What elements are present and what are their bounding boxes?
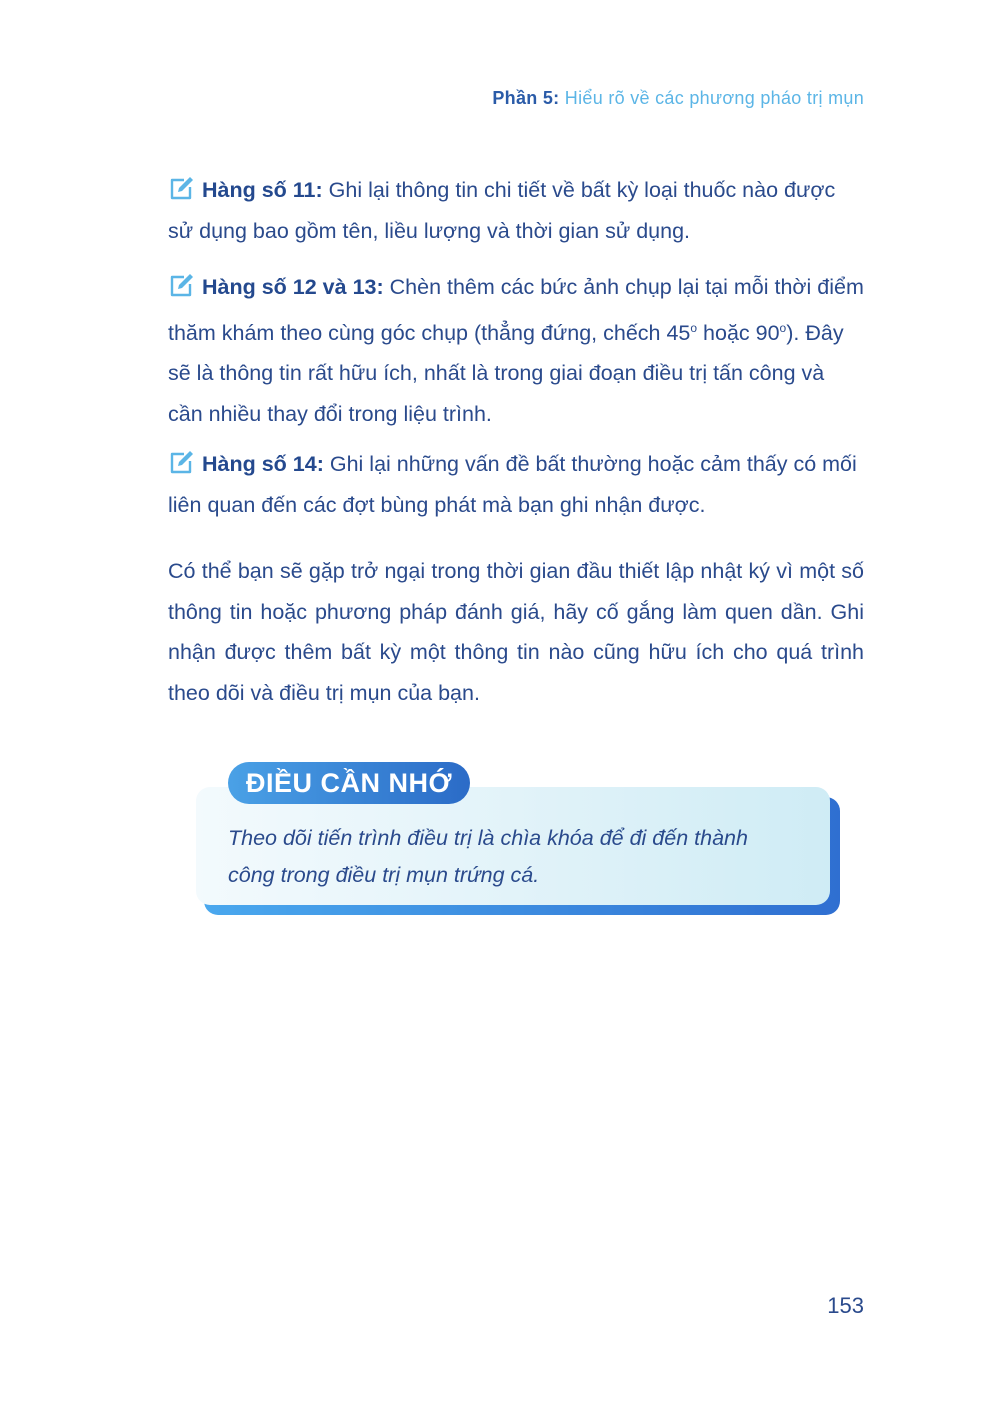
degree-superscript: o xyxy=(779,320,787,335)
item-text-part: Chèn thêm các bức ảnh chụp lại tại mỗi thời điểm thăm khám theo cùng góc chụp (thẳng đứng, chếch 45 xyxy=(168,275,864,345)
remember-text xyxy=(228,820,818,894)
remember-text-line: Theo dõi tiến trình điều trị là chìa khóa để đi đến thành xyxy=(228,826,748,850)
pencil-edit-icon xyxy=(168,175,196,201)
remember-title: ĐIỀU CẦN NHỚ xyxy=(228,762,470,804)
remember-text-line: công trong điều trị mụn trứng cá. xyxy=(228,863,540,887)
item-label: Hàng số 11: xyxy=(202,178,323,202)
list-item xyxy=(168,267,864,434)
item-text-part: hoặc 90 xyxy=(697,320,780,345)
item-text: Ghi lại thông tin chi tiết về bất kỳ loại thuốc nào được sử dụng bao gồm tên, liều lượng và thời gian sử dụng. xyxy=(168,178,836,243)
item-label: Hàng số 12 và 13: xyxy=(202,275,384,299)
section-number: Phần 5: xyxy=(492,88,560,108)
item-text-part: ). Đây sẽ là thông tin rất hữu ích, nhất là trong giai đoạn điều trị tấn công và cần nhiều thay đổi trong liệu trình. xyxy=(168,320,844,426)
item-text: Ghi lại những vấn đề bất thường hoặc cảm thấy có mối liên quan đến các đợt bùng phát mà bạn ghi nhận được. xyxy=(168,452,857,517)
pencil-edit-icon xyxy=(168,272,196,298)
page-number: 153 xyxy=(827,1293,864,1318)
body-paragraph: Có thể bạn sẽ gặp trở ngại trong thời gian đầu thiết lập nhật ký vì một số thông tin hoặc phương pháp đánh giá, hãy cố gắng làm quen dần. Ghi nhận được thêm bất kỳ một thông tin nào cũng hữu ích cho quá trình theo dõi và điều trị mụn của bạn. xyxy=(168,559,864,705)
list-item xyxy=(168,444,864,525)
degree-superscript: o xyxy=(690,320,698,335)
section-title: Hiểu rõ về các phương pháo trị mụn xyxy=(564,88,864,108)
pencil-edit-icon xyxy=(168,449,196,475)
running-header xyxy=(492,88,864,109)
item-label: Hàng số 14: xyxy=(202,452,324,476)
list-item xyxy=(168,170,864,251)
